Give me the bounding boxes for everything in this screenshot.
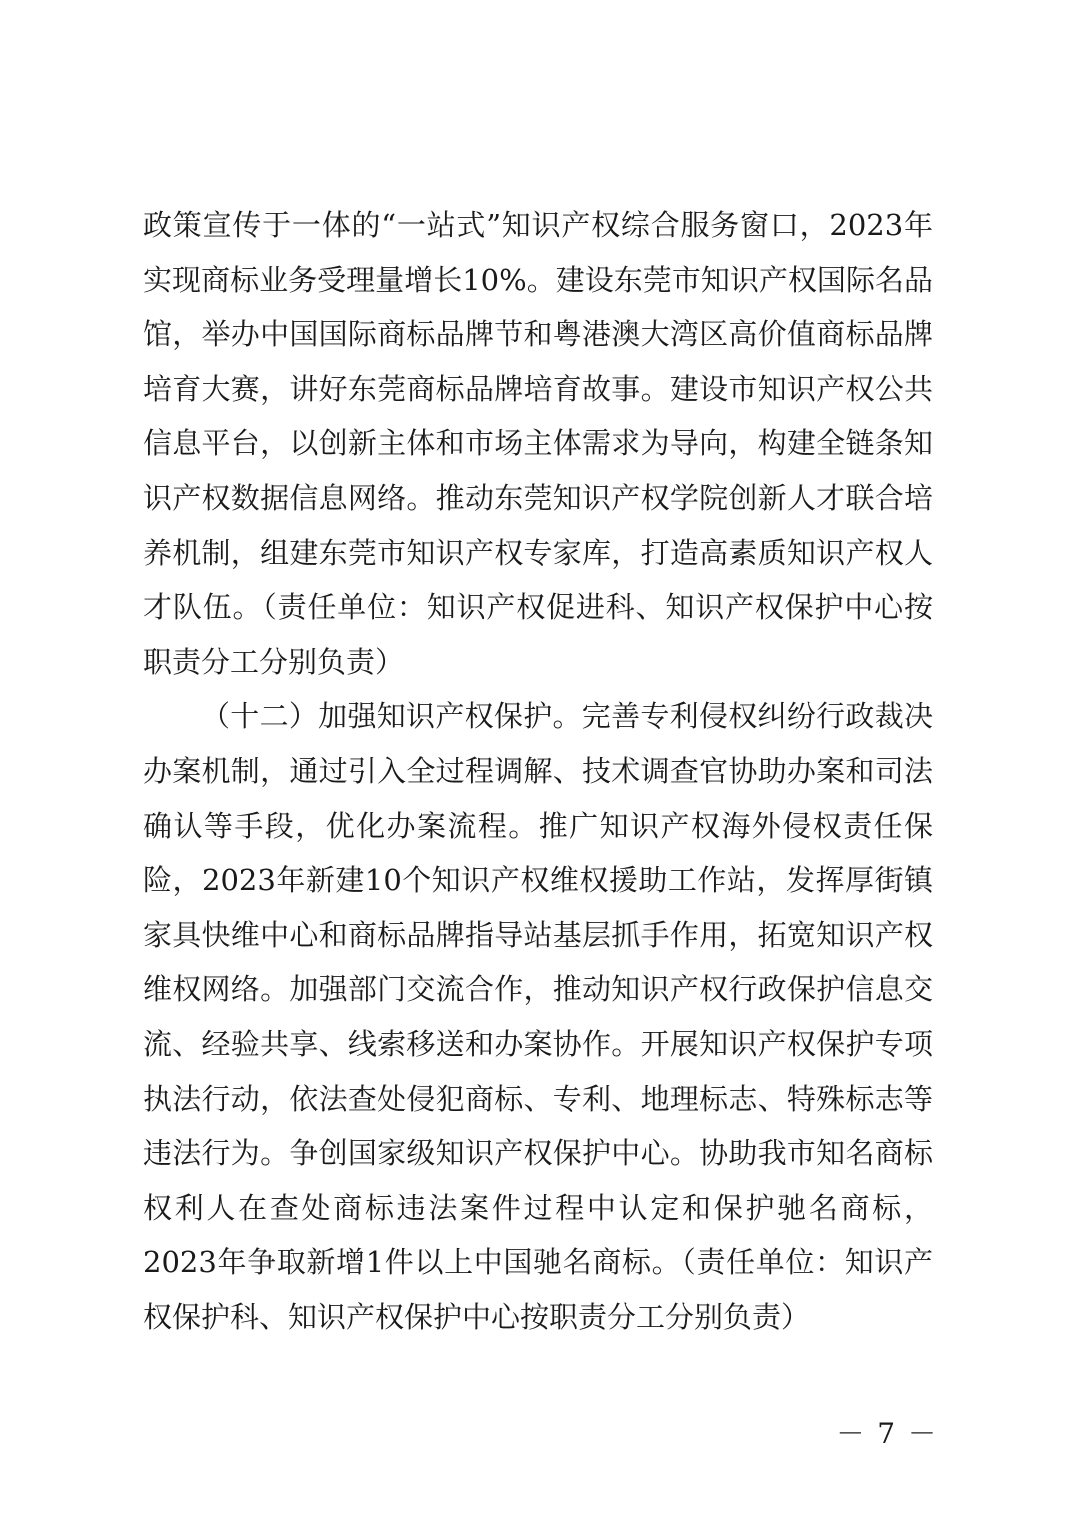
page-number: － 7 － [836, 1417, 938, 1450]
document-body [143, 198, 933, 1344]
paragraph-continued: 政策宣传于一体的“一站式”知识产权综合服务窗口，2023年实现商标业务受理量增长10%。建设东莞市知识产权国际名品馆，举办中国国际商标品牌节和粤港澳大湾区高价值商标品牌培育大赛，讲好东莞商标品牌培育故事。建设市知识产权公共信息平台，以创新主体和市场主体需求为导向，构建全链条知识产权数据信息网络。推动东莞知识产权学院创新人才联合培养机制，组建东莞市知识产权专家库，打造高素质知识产权人才队伍。（责任单位：知识产权促进科、知识产权保护中心按职责分工分别负责） [143, 208, 933, 679]
paragraph-section-12: （十二）加强知识产权保护。完善专利侵权纠纷行政裁决办案机制，通过引入全过程调解、技术调查官协助办案和司法确认等手段，优化办案流程。推广知识产权海外侵权责任保险，2023年新建10个知识产权维权援助工作站，发挥厚街镇家具快维中心和商标品牌指导站基层抓手作用，拓宽知识产权维权网络。加强部门交流合作，推动知识产权行政保护信息交流、经验共享、线索移送和办案协作。开展知识产权保护专项执法行动，依法查处侵犯商标、专利、地理标志、特殊标志等违法行为。争创国家级知识产权保护中心。协助我市知名商标权利人在查处商标违法案件过程中认定和保护驰名商标，2023年争取新增1件以上中国驰名商标。（责任单位：知识产权保护科、知识产权保护中心按职责分工分别负责） [143, 699, 933, 1334]
